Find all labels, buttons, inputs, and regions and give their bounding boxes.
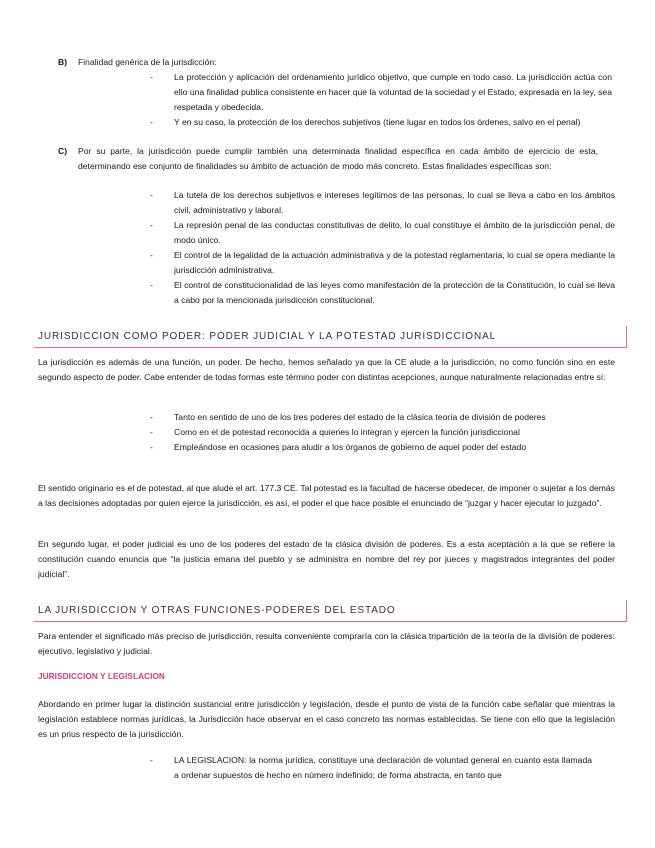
poder-paragraph-3: En segundo lugar, el poder judicial es uno de los poderes del estado de la clásica división de poderes. Es a esta aceptación a la que se refiere la constitución cuando enuncia que “la justicia emana del pueblo y se administra en nombre del rey por jueces y magistrados integrantes del poder judicial”. bbox=[38, 539, 615, 579]
list-item bbox=[150, 188, 615, 218]
legislacion-paragraph: Abordando en primer lugar la distinción sustancial entre jurisdicción y legislación, desde el punto de vista de la función cabe señalar que mientras la legislación establece normas jurídicas, la Jurisdicción hace observar en el caso concreto las normas establecidas. Se tiene con ello que la legislación es un prius respecto de la jurisdicción. bbox=[38, 699, 615, 739]
section-b-letter: B) bbox=[58, 57, 68, 67]
list-item-text: La protección y aplicación del ordenamiento jurídico objetivo, que cumple en todo caso. La jurisdicción actúa con ello una finalidad publica consistente en hacer que la voluntad de la sociedad y el Estado, expresada en la ley, sea respetada y obedecida. bbox=[174, 72, 612, 112]
bullet-dash: - bbox=[150, 190, 153, 200]
bullet-dash: - bbox=[150, 427, 153, 437]
list-item-text: El control de la legalidad de la actuación administrativa y de la potestad reglamentaria, lo cual se opera mediante la jurisdicción administrativa. bbox=[174, 250, 615, 275]
list-item-text: La represión penal de las conductas constitutivas de delito, lo cual constituye el ámbito de la jurisdicción penal, de modo único. bbox=[174, 220, 615, 245]
poder-bullets bbox=[150, 410, 615, 455]
list-item bbox=[150, 278, 615, 308]
list-item bbox=[150, 753, 592, 783]
list-item bbox=[150, 115, 612, 130]
list-item-text: Y en su caso, la protección de los derechos subjetivos (tiene lugar en todos los órdenes, salvo en el penal) bbox=[174, 117, 581, 127]
list-item-text: Empleándose en ocasiones para aludir a los órganos de gobierno de aquel poder del estado bbox=[174, 442, 527, 452]
bullet-dash: - bbox=[150, 250, 153, 260]
list-item bbox=[150, 440, 615, 455]
list-item bbox=[150, 70, 612, 115]
section-c-bullets bbox=[150, 188, 615, 308]
list-item-text: LA LEGISLACION: la norma jurídica, constituye una declaración de voluntad general en cuanto esta llamada a ordenar supuestos de hecho en número indefinido; de forma abstracta, en tanto que bbox=[174, 755, 592, 780]
list-item bbox=[150, 218, 615, 248]
section-heading-funciones: LA JURISDICCION Y OTRAS FUNCIONES-PODERES DEL ESTADO bbox=[34, 600, 627, 622]
list-item-text: Como en el de potestad reconocida a quienes lo integran y ejercen la función jurisdiccional bbox=[174, 427, 520, 437]
list-item bbox=[150, 248, 615, 278]
list-item-text: Tanto en sentido de uno de los tres poderes del estado de la clásica teoría de división de poderes bbox=[174, 412, 546, 422]
legislacion-bullets bbox=[150, 753, 592, 783]
bullet-dash: - bbox=[150, 755, 153, 765]
poder-paragraph-2: El sentido originario es el de potestad, al que alude el art. 177.3 CE. Tal potestad es la facultad de hacerse obedecer, de imponer o sujetar a los demás a las decisiones adoptadas por quien ejerce la jurisdicción, es así, el poder el que hace posible el enunciado de “juzgar y hacer ejecutar lo juzgado”. bbox=[38, 483, 615, 508]
list-item bbox=[150, 425, 615, 440]
section-c-letter: C) bbox=[58, 146, 68, 156]
bullet-dash: - bbox=[150, 72, 153, 82]
list-item bbox=[150, 410, 615, 425]
bullet-dash: - bbox=[150, 412, 153, 422]
funciones-intro-paragraph: Para entender el significado más preciso de jurisdicción, resulta conveniente compraría con la clásica tripartición de la teoría de la división de poderes: ejecutivo, legislativo y judicial. bbox=[38, 631, 615, 656]
list-item-text: El control de constitucionalidad de las leyes como manifestación de la protección de la Constitución, lo cual se lleva a cabo por la mencionada jurisdicción constitucional. bbox=[174, 280, 615, 305]
poder-intro-paragraph: La jurisdicción es además de una función, un poder. De hecho, hemos señalado ya que la CE alude a la jurisdicción, no como función sino en este segundo aspecto de poder. Cabe entender de todas formas este término poder con distintas acepciones, aunque naturalmente relacionadas entre sí: bbox=[38, 357, 615, 382]
section-b-bullets bbox=[150, 70, 612, 130]
bullet-dash: - bbox=[150, 280, 153, 290]
section-heading-poder: JURISDICCION COMO PODER: PODER JUDICIAL Y LA POTESTAD JURISDICCIONAL bbox=[34, 326, 627, 348]
bullet-dash: - bbox=[150, 442, 153, 452]
subheading-legislacion: JURISDICCION Y LEGISLACION bbox=[38, 672, 165, 681]
section-b-title: Finalidad genérica de la jurisdicción: bbox=[78, 57, 217, 67]
section-c-text: Por su parte, la jurisdicción puede cumplir también una determinada finalidad específica en cada ámbito de ejercicio de esta, determinando ese conjunto de finalidades su ámbito de actuación de modo más concreto. Estas finalidades específicas son: bbox=[78, 146, 598, 171]
bullet-dash: - bbox=[150, 220, 153, 230]
bullet-dash: - bbox=[150, 117, 153, 127]
list-item-text: La tutela de los derechos subjetivos e intereses legítimos de las personas, lo cual se lleva a cabo en los ámbitos civil, administrativo y laboral. bbox=[174, 190, 615, 215]
